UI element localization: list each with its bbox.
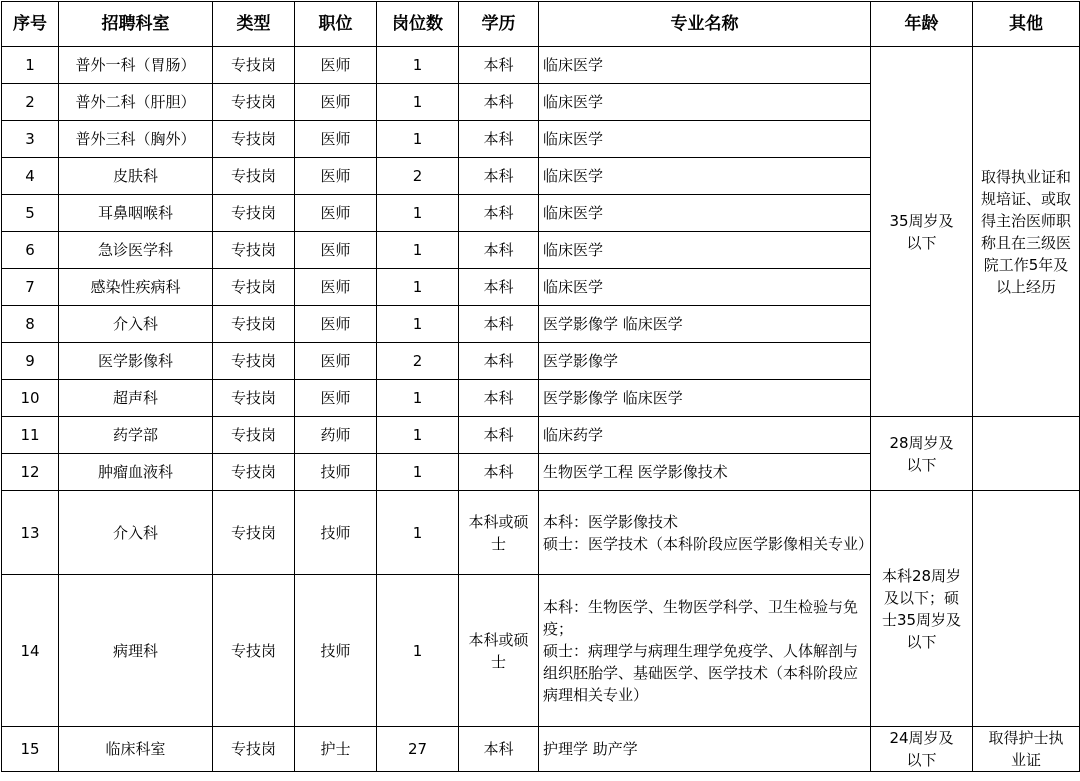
cell-dept: 普外三科（胸外） (59, 121, 213, 158)
cell-type: 专技岗 (213, 417, 295, 454)
cell-no: 9 (2, 343, 59, 380)
cell-count: 1 (377, 121, 459, 158)
cell-major: 临床医学 (539, 232, 871, 269)
cell-no: 7 (2, 269, 59, 306)
cell-other-group-2 (973, 417, 1080, 491)
cell-count: 2 (377, 158, 459, 195)
cell-count: 1 (377, 417, 459, 454)
cell-age-group-3: 本科28周岁及以下；硕士35周岁及以下 (871, 491, 973, 727)
table-row (2, 417, 1080, 454)
cell-type: 专技岗 (213, 121, 295, 158)
cell-dept: 皮肤科 (59, 158, 213, 195)
cell-position: 医师 (295, 380, 377, 417)
cell-count: 1 (377, 380, 459, 417)
cell-position: 技师 (295, 575, 377, 727)
cell-count: 27 (377, 727, 459, 772)
cell-position: 药师 (295, 417, 377, 454)
header-no: 序号 (2, 2, 59, 47)
cell-count: 1 (377, 84, 459, 121)
cell-major: 医学影像学 临床医学 (539, 306, 871, 343)
cell-position: 医师 (295, 195, 377, 232)
cell-education: 本科 (459, 269, 539, 306)
cell-count: 1 (377, 232, 459, 269)
cell-age-group-2: 28周岁及以下 (871, 417, 973, 491)
cell-education: 本科 (459, 380, 539, 417)
cell-type: 专技岗 (213, 575, 295, 727)
cell-major: 临床医学 (539, 84, 871, 121)
cell-no: 2 (2, 84, 59, 121)
cell-position: 医师 (295, 158, 377, 195)
cell-major: 本科：医学影像技术 硕士：医学技术（本科阶段应医学影像相关专业） (539, 491, 871, 575)
cell-education: 本科 (459, 84, 539, 121)
cell-dept: 药学部 (59, 417, 213, 454)
cell-major: 本科：生物医学、生物医学科学、卫生检验与免疫； 硕士：病理学与病理生理学免疫学、人体解剖与组织胚胎学、基础医学、医学技术（本科阶段应病理相关专业） (539, 575, 871, 727)
cell-type: 专技岗 (213, 269, 295, 306)
cell-dept: 超声科 (59, 380, 213, 417)
cell-major: 临床医学 (539, 121, 871, 158)
cell-dept: 介入科 (59, 306, 213, 343)
cell-major: 临床医学 (539, 47, 871, 84)
cell-major: 临床医学 (539, 195, 871, 232)
cell-dept: 介入科 (59, 491, 213, 575)
cell-major: 临床医学 (539, 158, 871, 195)
cell-no: 1 (2, 47, 59, 84)
cell-no: 12 (2, 454, 59, 491)
cell-dept: 耳鼻咽喉科 (59, 195, 213, 232)
cell-education: 本科或硕士 (459, 575, 539, 727)
cell-position: 医师 (295, 269, 377, 306)
table-row (2, 727, 1080, 772)
cell-age-group-1: 35周岁及以下 (871, 47, 973, 417)
cell-education: 本科 (459, 158, 539, 195)
cell-type: 专技岗 (213, 380, 295, 417)
cell-position: 技师 (295, 454, 377, 491)
cell-count: 1 (377, 306, 459, 343)
cell-no: 13 (2, 491, 59, 575)
cell-count: 1 (377, 269, 459, 306)
cell-other-group-3 (973, 491, 1080, 727)
header-dept: 招聘科室 (59, 2, 213, 47)
cell-position: 医师 (295, 343, 377, 380)
cell-dept: 普外一科（胃肠） (59, 47, 213, 84)
cell-position: 医师 (295, 121, 377, 158)
cell-other-group-1: 取得执业证和规培证、或取得主治医师职称且在三级医院工作5年及以上经历 (973, 47, 1080, 417)
cell-position: 医师 (295, 232, 377, 269)
cell-type: 专技岗 (213, 343, 295, 380)
cell-education: 本科 (459, 195, 539, 232)
table-row (2, 491, 1080, 575)
cell-position: 医师 (295, 306, 377, 343)
cell-no: 15 (2, 727, 59, 772)
header-major: 专业名称 (539, 2, 871, 47)
recruitment-table (1, 1, 1080, 772)
cell-no: 6 (2, 232, 59, 269)
cell-position: 技师 (295, 491, 377, 575)
cell-major: 临床药学 (539, 417, 871, 454)
cell-type: 专技岗 (213, 84, 295, 121)
header-education: 学历 (459, 2, 539, 47)
cell-dept: 急诊医学科 (59, 232, 213, 269)
cell-education: 本科或硕士 (459, 491, 539, 575)
cell-dept: 肿瘤血液科 (59, 454, 213, 491)
cell-count: 2 (377, 343, 459, 380)
header-count: 岗位数 (377, 2, 459, 47)
header-age: 年龄 (871, 2, 973, 47)
cell-major: 医学影像学 (539, 343, 871, 380)
cell-type: 专技岗 (213, 454, 295, 491)
cell-major: 临床医学 (539, 269, 871, 306)
cell-type: 专技岗 (213, 232, 295, 269)
cell-count: 1 (377, 47, 459, 84)
cell-no: 3 (2, 121, 59, 158)
cell-education: 本科 (459, 454, 539, 491)
header-other: 其他 (973, 2, 1080, 47)
cell-education: 本科 (459, 343, 539, 380)
cell-education: 本科 (459, 121, 539, 158)
cell-count: 1 (377, 491, 459, 575)
cell-major: 护理学 助产学 (539, 727, 871, 772)
cell-type: 专技岗 (213, 195, 295, 232)
cell-education: 本科 (459, 727, 539, 772)
cell-no: 4 (2, 158, 59, 195)
cell-major: 生物医学工程 医学影像技术 (539, 454, 871, 491)
cell-other-group-4: 取得护士执业证 (973, 727, 1080, 772)
cell-dept: 感染性疾病科 (59, 269, 213, 306)
cell-position: 护士 (295, 727, 377, 772)
cell-dept: 医学影像科 (59, 343, 213, 380)
cell-no: 11 (2, 417, 59, 454)
cell-no: 10 (2, 380, 59, 417)
cell-education: 本科 (459, 47, 539, 84)
cell-position: 医师 (295, 84, 377, 121)
header-type: 类型 (213, 2, 295, 47)
cell-dept: 病理科 (59, 575, 213, 727)
cell-dept: 普外二科（肝胆） (59, 84, 213, 121)
cell-count: 1 (377, 454, 459, 491)
cell-count: 1 (377, 575, 459, 727)
cell-no: 8 (2, 306, 59, 343)
cell-education: 本科 (459, 232, 539, 269)
cell-no: 5 (2, 195, 59, 232)
cell-type: 专技岗 (213, 47, 295, 84)
cell-education: 本科 (459, 417, 539, 454)
cell-type: 专技岗 (213, 158, 295, 195)
cell-education: 本科 (459, 306, 539, 343)
cell-count: 1 (377, 195, 459, 232)
header-position: 职位 (295, 2, 377, 47)
cell-dept: 临床科室 (59, 727, 213, 772)
table-row (2, 47, 1080, 84)
cell-type: 专技岗 (213, 727, 295, 772)
cell-no: 14 (2, 575, 59, 727)
header-row (2, 2, 1080, 47)
cell-major: 医学影像学 临床医学 (539, 380, 871, 417)
cell-type: 专技岗 (213, 491, 295, 575)
cell-type: 专技岗 (213, 306, 295, 343)
cell-age-group-4: 24周岁及以下 (871, 727, 973, 772)
cell-position: 医师 (295, 47, 377, 84)
